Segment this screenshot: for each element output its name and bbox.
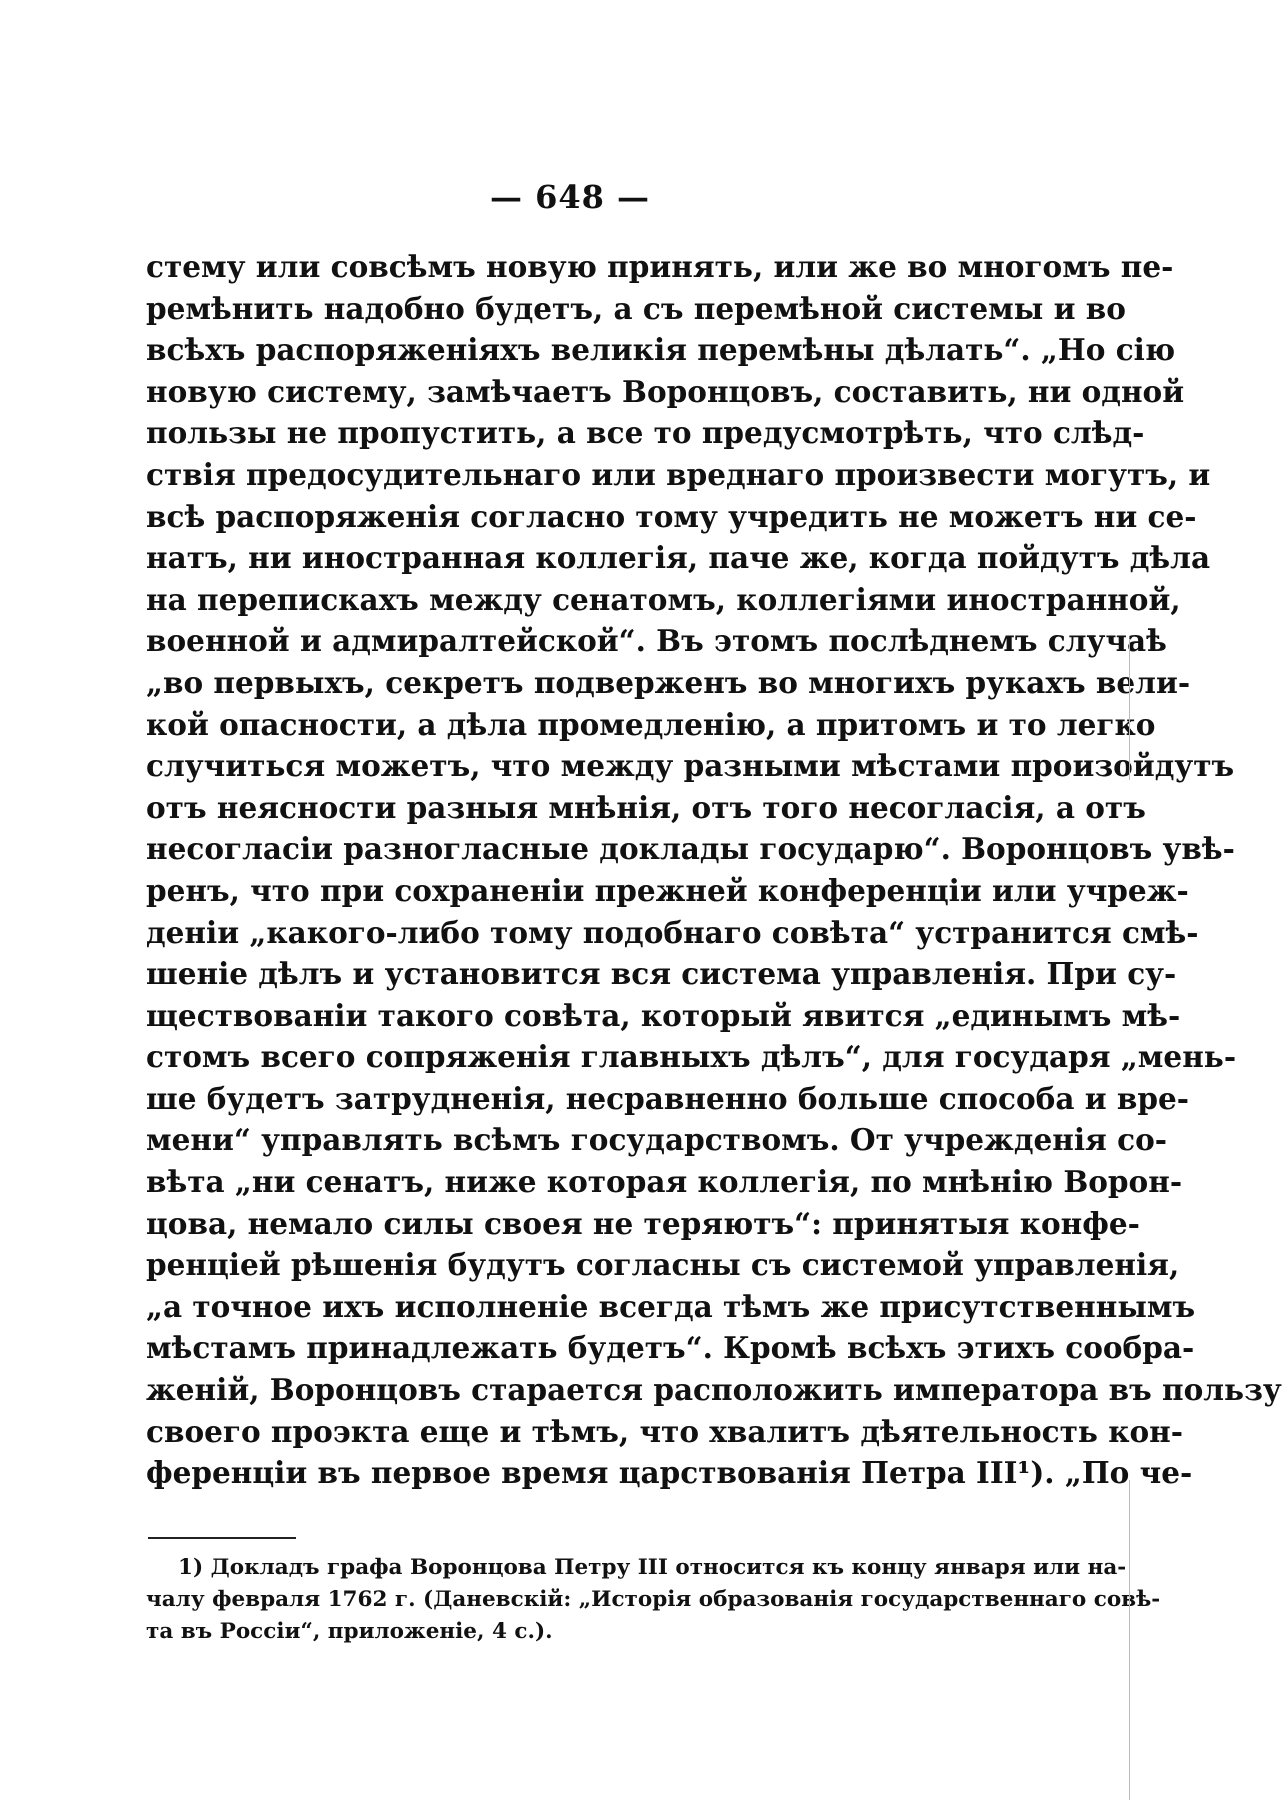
scan-edge-mark	[1129, 1480, 1130, 1800]
text-line: мени“ управлять всѣмъ государствомъ. От учрежденія со-	[146, 1122, 1168, 1158]
footnote-line: 1) Докладъ графа Воронцова Петру III относится къ концу января или на-	[178, 1555, 1127, 1580]
text-line: вѣта „ни сенатъ, ниже которая коллегія, по мнѣнію Ворон-	[146, 1164, 1183, 1200]
text-line: случиться можетъ, что между разными мѣстами произойдутъ	[146, 748, 1235, 784]
page-number: — 648 —	[489, 178, 651, 216]
text-line: ренъ, что при сохраненіи прежней конференціи или учреж-	[146, 872, 1189, 908]
footnote-line: та въ Россіи“, приложеніе, 4 с.).	[146, 1619, 553, 1644]
text-line: своего проэкта еще и тѣмъ, что хвалитъ дѣятельность кон-	[146, 1413, 1184, 1449]
text-line: „во первыхъ, секретъ подверженъ во многихъ рукахъ вели-	[146, 664, 1191, 700]
text-line: всѣ распоряженія согласно тому учредить не можетъ ни се-	[146, 498, 1197, 534]
text-line: новую систему, замѣчаетъ Воронцовъ, составить, ни одной	[146, 373, 1185, 409]
text-line: стомъ всего сопряженія главныхъ дѣлъ“, для государя „мень-	[146, 1039, 1237, 1075]
text-line: отъ неясности разныя мнѣнія, отъ того несогласія, а отъ	[146, 789, 1146, 825]
text-line: шеніе дѣлъ и установится вся система управленія. При су-	[146, 956, 1177, 992]
text-line: натъ, ни иностранная коллегія, паче же, когда пойдутъ дѣла	[146, 540, 1211, 576]
text-line: деніи „какого-либо тому подобнаго совѣта“ устранится смѣ-	[146, 914, 1199, 950]
text-line: ше будетъ затрудненія, несравненно больше способа и вре-	[146, 1080, 1189, 1116]
text-line: всѣхъ распоряженіяхъ великія перемѣны дѣлать“. „Но сію	[146, 332, 1176, 368]
footnote	[146, 1552, 1161, 1648]
text-line: на перепискахъ между сенатомъ, коллегіями иностранной,	[146, 581, 1181, 617]
text-line: несогласіи разногласные доклады государю“. Воронцовъ увѣ-	[146, 831, 1235, 867]
text-line: „а точное ихъ исполненіе всегда тѣмъ же присутственнымъ	[146, 1288, 1196, 1324]
text-line: цова, немало силы своея не теряютъ“: принятыя конфе-	[146, 1205, 1140, 1241]
text-line: ференціи въ первое время царствованія Петра III¹). „По че-	[146, 1455, 1193, 1491]
footnote-line: чалу февраля 1762 г. (Даневскій: „Исторія образованія государственнаго совѣ-	[146, 1587, 1161, 1612]
text-line: ствія предосудительнаго или вреднаго произвести могутъ, и	[146, 456, 1211, 492]
main-text	[146, 246, 1282, 1494]
text-line: ремѣнить надобно будетъ, а съ перемѣной системы и во	[146, 290, 1126, 326]
scan-edge-mark	[1129, 640, 1130, 780]
text-line: стему или совсѣмъ новую принять, или же во многомъ пе-	[146, 249, 1174, 284]
footnote-divider	[148, 1537, 296, 1539]
text-line: мѣстамъ принадлежать будетъ“. Кромѣ всѣхъ этихъ сообра-	[146, 1330, 1195, 1366]
text-line: кой опасности, а дѣла промедленію, а притомъ и то легко	[146, 706, 1156, 742]
text-line: ренціей рѣшенія будутъ согласны съ системой управленія,	[146, 1247, 1180, 1283]
text-line: женій, Воронцовъ старается расположить императора въ пользу	[146, 1372, 1282, 1408]
text-line: пользы не пропустить, а все то предусмотрѣть, что слѣд-	[146, 415, 1145, 451]
text-line: ществованіи такого совѣта, который явится „единымъ мѣ-	[146, 997, 1181, 1033]
text-line: военной и адмиралтейской“. Въ этомъ послѣднемъ случаѣ	[146, 623, 1167, 659]
